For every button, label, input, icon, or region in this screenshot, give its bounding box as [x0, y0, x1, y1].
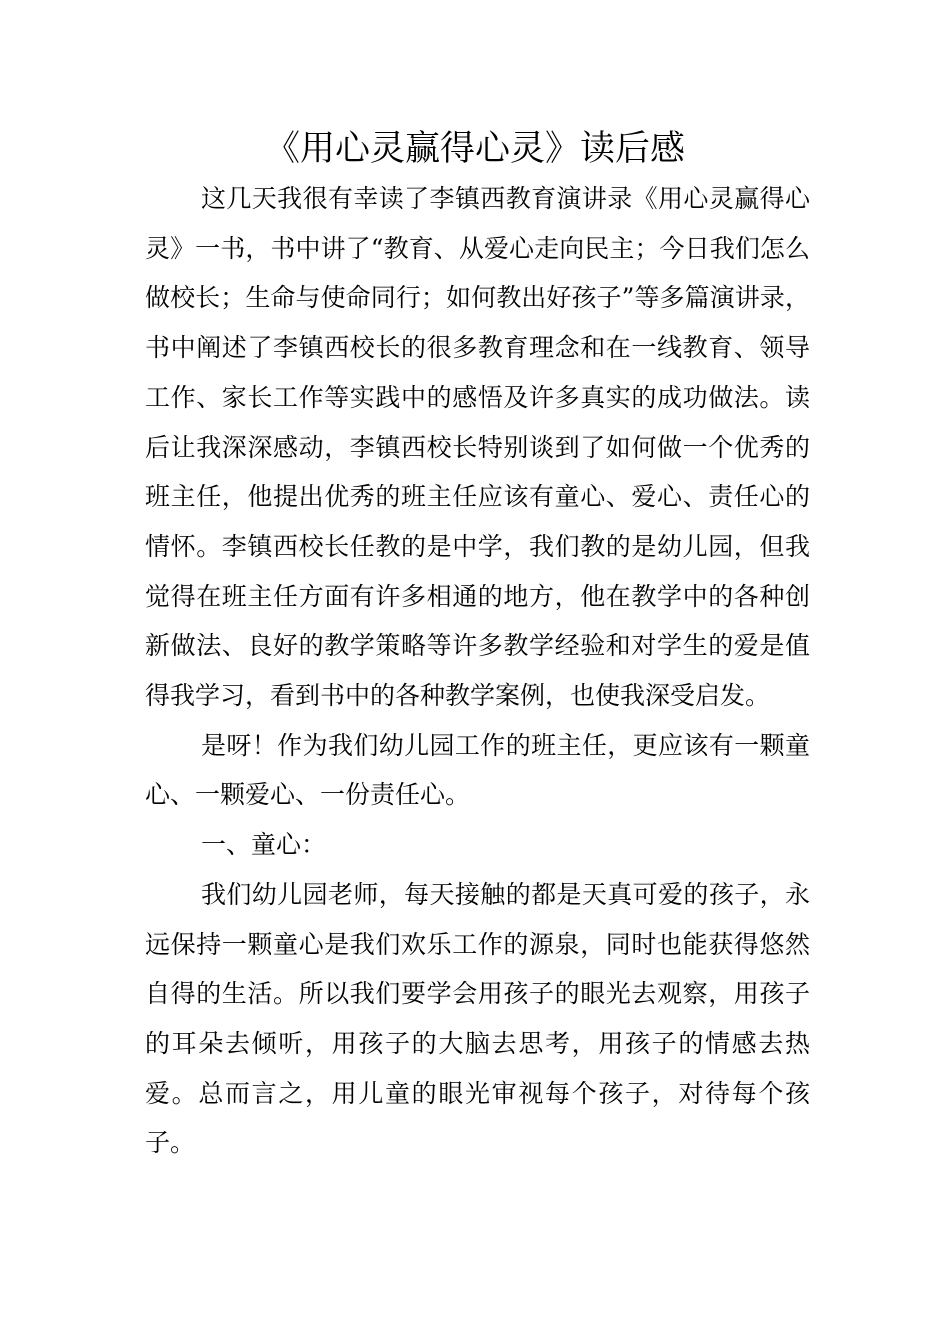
paragraph-childlike-heart: 我们幼儿园老师，每天接触的都是天真可爱的孩子，永远保持一颗童心是我们欢乐工作的源泉，同时也能获得悠然自得的生活。所以我们要学会用孩子的眼光去观察，用孩子的耳朵去倾听，用孩子的大脑去思考，用孩子的情感去热爱。总而言之，用儿童的眼光审视每个孩子，对待每个孩子。 [145, 879, 810, 1158]
section-heading-childlike-heart: 一、童心： [201, 830, 327, 860]
document-title: 《用心灵赢得心灵》读后感 [264, 129, 685, 169]
paragraph-intro: 这几天我很有幸读了李镇西教育演讲录《用心灵赢得心灵》一书，书中讲了“教育、从爱心走向民主；今日我们怎么做校长；生命与使命同行；如何教出好孩子”等多篇演讲录，书中阐述了李镇西校长的很多教育理念和在一线教育、领导工作、家长工作等实践中的感悟及许多真实的成功做法。读后让我深深感动，李镇西校长特别谈到了如何做一个优秀的班主任，他提出优秀的班主任应该有童心、爱心、责任心的情怀。李镇西校长任教的是中学，我们教的是幼儿园，但我觉得在班主任方面有许多相通的地方，他在教学中的各种创新做法、良好的教学策略等许多教学经验和对学生的爱是值得我学习，看到书中的各种教学案例，也使我深受启发。 [145, 184, 810, 711]
paragraph-summary: 是呀！作为我们幼儿园工作的班主任，更应该有一颗童心、一颗爱心、一份责任心。 [145, 730, 810, 810]
document-body [145, 174, 810, 1168]
